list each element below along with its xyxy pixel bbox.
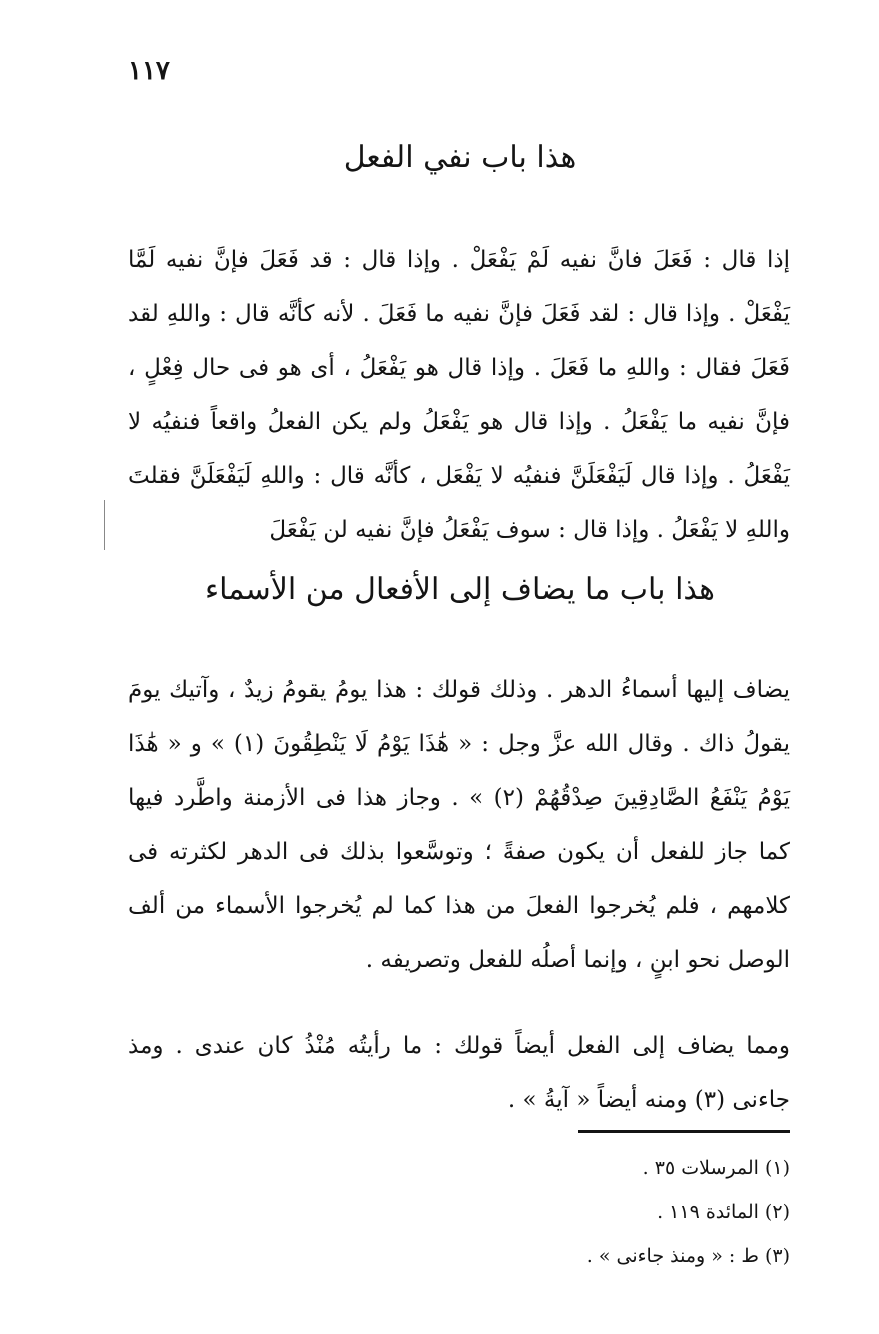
section-paragraph: يضاف إليها أسماءُ الدهر . وذلك قولك : هذا يومُ يقومُ زيدٌ ، وآتيك يومَ يقولُ ذاك . وقال الله عزَّ وجل : « هَٰذَا يَوْمُ لَا يَنْطِقُونَ (١) » و « هَٰذَا يَوْمُ يَنْفَعُ الصَّادِقِينَ صِدْقُهُمْ (٢) » . وجاز هذا فى الأزمنة واطَّرد فيها كما جاز للفعل أن يكون صفةً ؛ وتوسَّعوا بذلك فى الدهر لكثرته فى كلامهم ، فلم يُخرجوا الفعلَ من هذا كما لم يُخرجوا الأسماء من ألف الوصل نحو ابنٍ ، وإنما أصلُه للفعل وتصريفه .: [128, 677, 790, 973]
section-paragraph: إذا قال : فَعَلَ فانَّ نفيه لَمْ يَفْعَلْ . وإذا قال : قد فَعَلَ فإنَّ نفيه لَمَّا يَفْعَلْ . وإذا قال : لقد فَعَلَ فإنَّ نفيه ما فَعَلَ . لأنه كأنَّه قال : واللهِ لقد فَعَلَ فقال : واللهِ ما فَعَلَ . وإذا قال هو يَفْعَلُ ، أى هو فى حال فِعْلٍ ، فإنَّ نفيه ما يَفْعَلُ . وإذا قال هو يَفْعَلُ ولم يكن الفعلُ واقعاً فنفيُه لا يَفْعَلُ . وإذا قال لَيَفْعَلَنَّ فنفيُه لا يَفْعَل ، كأنَّه قال : واللهِ لَيَفْعَلَنَّ فقلتَ واللهِ لا يَفْعَلُ . وإذا قال : سوف يَفْعَلُ فإنَّ نفيه لن يَفْعَلَ: [128, 247, 790, 543]
footnote: (١) المرسلات ٣٥ .: [642, 1157, 790, 1179]
section-heading-negation-of-verb: هذا باب نفي الفعل: [343, 140, 577, 175]
margin-mark: [104, 500, 105, 550]
page-number: ١١٧: [128, 56, 170, 86]
section-heading-nouns-added-to-verbs: هذا باب ما يضاف إلى الأفعال من الأسماء: [205, 572, 715, 607]
footnote-divider: [578, 1130, 790, 1133]
footnotes-list: [420, 1146, 790, 1278]
section-paragraph: ومما يضاف إلى الفعل أيضاً قولك : ما رأيتُه مُنْذُ كان عندى . ومذ جاءنى (٣) ومنه أيضاً « آيةُ » .: [128, 1033, 790, 1113]
footnote: (٣) ط : « ومنذ جاءنى » .: [586, 1245, 790, 1267]
footnote: (٢) المائدة ١١٩ .: [657, 1201, 790, 1223]
